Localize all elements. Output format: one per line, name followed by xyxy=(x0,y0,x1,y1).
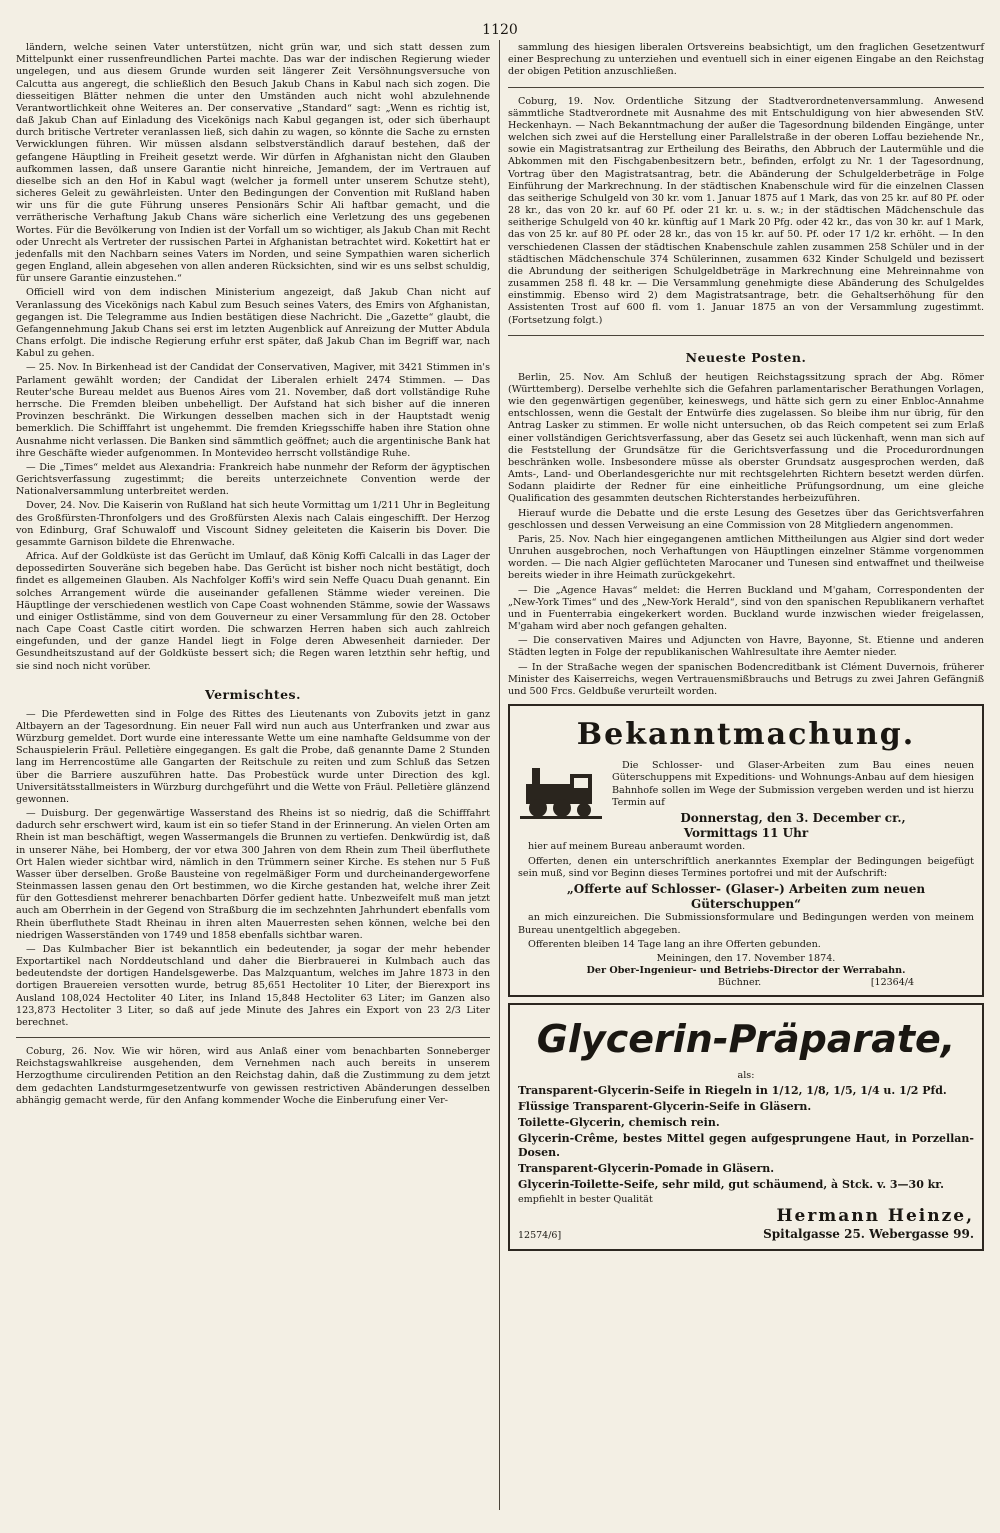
article-paragraph: — Das Kulmbacher Bier ist bekanntlich ein bedeutender, ja sogar der mehr hebender Exportartikel nach Norddeutschland und daher die Bierbrauerei in Kulmbach auch das bedeutendste der dortigen Handelsgewerbe. Das Malzquantum, welches im Jahre 1873 in den dortigen Brauereien versotten wurde, betrug 85,651 Hectoliter 10 Liter, der Bierexport ins Ausland 108,024 Hectoliter 40 Liter, ins Inland 15,848 Hectoliter 63 Liter; im Ganzen also 123,873 Hectoliter 3 Liter, so daß auf jede Minute des Jahres ein Export von 23 2/3 Liter berechnet. xyxy=(16,943,490,1028)
ad-text: an mich einzureichen. Die Submissionsformulare und Bedingungen werden von meinem Bureau unentgeltlich abgegeben. xyxy=(518,912,974,936)
article-paragraph: Dover, 24. Nov. Die Kaiserin von Rußland hat sich heute Vormittag um 1/211 Uhr in Begleitung des Großfürsten-Thronfolgers und des Großfürsten Alexis nach Calais eingeschifft. Der Herzog von Edinburg, Graf Schuwaloff und Viscount Sidney geleiteten die Kaiserin bis Dover. Die gesammte Garnison bildete die Ehrenwache. xyxy=(16,500,490,548)
locomotive-icon xyxy=(518,760,604,820)
ad-text: hier auf meinem Bureau anberaumt worden. xyxy=(528,841,746,853)
advertisement-bekanntmachung xyxy=(508,704,984,997)
ad-title: Bekanntmachung. xyxy=(576,717,916,753)
article-paragraph: Hierauf wurde die Debatte und die erste Lesung des Gesetzes über das Gerichtsverfahren geschlossen und dessen Verweisung an eine Commission von 28 Mitgliedern angenommen. xyxy=(508,507,984,531)
article-paragraph: — 25. Nov. In Birkenhead ist der Candidat der Conservativen, Magiver, mit 3421 Stimmen in's Parlament gewählt worden; der Candidat der Liberalen erhielt 2474 Stimmen. — Das Reuter'sche Bureau meldet aus Buenos Aires vom 21. November, daß dort vollständige Ruhe herrsche. Die Fremden bleiben unbehelligt. Der Aufstand hat sich bisher auf die inneren Provinzen beschränkt. Die Wirkungen desselben machen sich in der Hauptstadt wenig bemerklich. Die Schifffahrt ist ungehemmt. Die fremden Kriegsschiffe haben ihre Station ohne Ausnahme nicht verlassen. Die Banken sind sämmtlich geöffnet; auch die argentinische Bank hat ihre Geschäfte wieder aufgenommen. In Montevideo herrscht vollständige Ruhe. xyxy=(16,362,490,459)
ad-place-date: Meiningen, den 17. November 1874. xyxy=(656,952,836,964)
column-divider xyxy=(499,40,500,1510)
article-paragraph: — Die Pferdewetten sind in Folge des Rittes des Lieutenants von Zubovits jetzt in ganz Altbayern an der Tagesordnung. Ein neuer Fall wird nun auch aus Unterfranken und zwar aus Würzburg gemeldet. Dort wurde eine interessante Wette um eine namhafte Geldsumme von der Schauspielerin Fräul. Pelletière eingegangen. Es galt die Probe, daß genannte Dame 2 Stunden lang im Herrencostüme alle Gangarten der Reitschule zu reiten und zum Schluß das Setzen über die Barriere auszuführen hatte. Das Probestück wurde unter Direction des kgl. Universitätsstallmeisters in Würzburg durchgeführt und die Wette von Fräul. Pelletière glänzend gewonnen. xyxy=(16,708,490,805)
article-paragraph: Berlin, 25. Nov. Am Schluß der heutigen Reichstagssitzung sprach der Abg. Römer (Württemberg). Derselbe verhehlte sich die Gefahren parlamentarischer Berathungen Vorlagen, wie den gegenwärtigen gegenüber, keineswegs, und hätte sich gern zu einer Enbloc-Annahme entschlossen, wenn die Gestalt der Entwürfe dies zugelassen. So bleibe ihm nur übrig, für den Antrag Lasker zu stimmen. Er wolle nicht untersuchen, ob das Reich competent sei zum Erlaß einer vollständigen Gerichtsverfassung, aber das Gesetz sei auch lückenhaft, wenn man sich auf die Feststellung der Grundsätze für die Gerichtsverfassung und die Procedurordnungen beschränken wolle. Insbesondere müsse als oberster Grundsatz ausgesprochen werden, daß Amts-, Land- und Oberlandesgerichte nur mit rechtsgelehrten Richtern besetzt werden dürfen. Sodann plaidirte der Redner für eine einheitliche Prüfungsordnung, um eine gleiche Qualification des gesammten deutschen Richterstandes herbeizuführen. xyxy=(508,371,984,505)
article-paragraph: Coburg, 19. Nov. Ordentliche Sitzung der Stadtverordnetenversammlung. Anwesend sämmtliche Stadtverordnete mit Ausnahme des mit Entschuldigung von hier abwesenden StV. Heckenhayn. — Nach Bekanntmachung der außer die Tagesordnung bildenden Eingänge, unter welchen sich zwei auf die Herstellung einer Parallelstraße in der oberen Loffau beziehende Nr., sowie ein Magistratsantrag zur Ertheilung des Beiraths, den Abbruch der Lautermühle und die Abkommen mit den Fischgabenbesitzern betr., befinden, erfolgt zu Nr. 1 der Tagesordnung, Vortrag über den Magistratsantrag, betr. die Abänderung der Schulgelderbeträge in Folge Einführung der Markrechnung. In der städtischen Knabenschule wird für die einzelnen Classen das seitherige Schulgeld von 30 kr. vom 1. Januar 1875 auf 1 Mark, das von 25 kr. auf 80 Pf. oder 28 kr., das von 20 kr. auf 60 Pf. oder 21 kr. u. s. w.; in der städtischen Mädchenschule das seitherige Schulgeld von 40 kr. künftig auf 1 Mark 20 Pfg. oder 42 kr., das von 30 kr. auf 1 Mark, das von 25 kr. auf 80 Pf. oder 28 kr., das von 15 kr. auf 50. Pf. oder 17 1/2 kr. erhöht. — In den verschiedenen Classen der städtischen Knabenschule zahlen zusammen 258 Schüler und in der städtischen Mädchenschule 374 Schülerinnen, zusammen 632 Kinder Schulgeld und bezissert die Abrundung der seitherigen Schulgeldbeträge in Markrechnung eine Mehreinnahme von zusammen 258 fl. 48 kr. — Die Versammlung genehmigte diese Abänderung des Schulgeldes einstimmig. Ebenso wird 2) dem Magistratsantrage, betr. die Gehaltserhöhung für den Assistenten Trost auf 600 fl. vom 1. Januar 1875 an von der Versammlung zugestimmt. (Fortsetzung folgt.) xyxy=(508,95,984,326)
separator-rule xyxy=(508,87,984,88)
ad-product: Glycerin-Crême, bestes Mittel gegen aufgesprungene Haut, in Porzellan-Dosen. xyxy=(518,1131,974,1159)
page-number: 1120 xyxy=(482,22,518,38)
article-paragraph: ländern, welche seinen Vater unterstützen, nicht grün war, und sich statt dessen zum Mittelpunkt einer russenfreundlichen Partei machte. Das war der indischen Regierung wieder ungelegen, und aus diesem Grunde wurden seit längerer Zeit Versöhnungsversuche von Calcutta aus angeregt, die schließlich den Besuch Jakub Chans in Kabul nach sich zogen. Die diesseitigen Blätter nehmen die unter den Umständen auch nicht wohl abzulehnende Verantwortlichkeit ohne Weiteres an. Der conservative „Standard“ sagt: „Wenn es richtig ist, daß Jakub Chan auf Einladung des Vicekönigs nach Kabul gegangen ist, oder sich überhaupt durch britische Vertreter veranlassen ließ, sich dahin zu wagen, so könnte die Sache zu ernsten Verwicklungen führen. Wir müssen alsdann selbstverständlich darauf bestehen, daß der gefangene Häuptling in Freiheit gesetzt werde. Wir dürfen in Afghanistan nicht den Glauben aufkommen lassen, daß unsere Garantie nicht hinreiche, Jemandem, der im Vertrauen auf dieselbe sich an den Hof in Kabul wagt (welcher ja formell unter unserem Schutze steht), sicheres Geleit zu gewährleisten. Unter den Bedingungen der Convention mit Rußland haben wir uns für die gute Führung unseres Pensionärs Schir Ali haftbar gemacht, und die verrätherische Verhaftung Jakub Chans wäre sicherlich eine Verletzung des uns gegebenen Wortes. Für die Bevölkerung von Indien ist der Vorfall um so wichtiger, als Jakub Chan mit Recht oder Unrecht als Vertreter der russischen Partei in Afghanistan betrachtet wird. Kokettirt hat er jedenfalls mit den Nachbarn seines Vaters im Norden, und seine Sympathien waren sicherlich gegen England, allein abgesehen von allen anderen Rücksichten, sind wir es uns selbst schuldig, für unsere Garantie einzustehen.“ xyxy=(16,42,490,285)
ad-product: Toilette-Glycerin, chemisch rein. xyxy=(518,1115,720,1129)
article-paragraph: Officiell wird von dem indischen Ministerium angezeigt, daß Jakub Chan nicht auf Veranlassung des Vicekönigs nach Kabul zum Besuch seines Vaters, des Emirs von Afghanistan, gegangen ist. Die Telegramme aus Indien bestätigen diese Nachricht. Die „Gazette“ glaubt, die Gefangennehmung Jakub Chans sei erst im letzten Augenblick auf Anreizung der Mutter Abdula Chans erfolgt. Die indische Regierung erfuhr erst später, daß Jakub Chan im Begriff war, nach Kabul zu gehen. xyxy=(16,287,490,360)
article-paragraph: — Die conservativen Maires und Adjuncten von Havre, Bayonne, St. Etienne und anderen Städten legten in Folge der republikanischen Wahlresultate ihre Aemter nieder. xyxy=(508,635,984,659)
ad-als: als: xyxy=(737,1069,755,1081)
article-paragraph: — Duisburg. Der gegenwärtige Wasserstand des Rheins ist so niedrig, daß die Schifffahrt dadurch sehr erschwert wird, kaum ist ein so tiefer Stand in der Erinnerung. An vielen Orten am Rhein ist man beschäftigt, wegen Wassermangels die Brunnen zu vertiefen. Denkwürdig ist, daß in unserer Nähe, bei Homberg, der vor etwa 300 Jahren von dem Rhein zum Theil überfluthete Ort Halen wieder sichtbar wird, nämlich in den Trümmern seiner Kirche. Es stehen nur 5 Fuß Wasser über derselben. Große Bausteine von regelmäßiger Form und durcheinandergeworfene Steinmassen lassen genau den Ort bestimmen, wo die Kirche gestanden hat, welche ihrer Zeit für den Gottesdienst mehrerer benachbarten Dörfer gedient hatte. Unbezweifelt muß man jetzt auch am Oberrhein in der Gegend von Straßburg die im sechzehnten Jahrhundert ebenfalls vom Rhein überfluthete Stadt Rheinau in ihren alten Mauerresten sehen können, welche bei den niedrigen Wasserständen von 1749 und 1858 ebenfalls sichtbar waren. xyxy=(16,808,490,941)
separator-rule xyxy=(508,335,984,336)
article-paragraph: sammlung des hiesigen liberalen Ortsvereins beabsichtigt, um den fraglichen Gesetzentwurf einer Besprechung zu unterziehen und eventuell sich in einer eigenen Eingabe an den Reichstag der obigen Petition anzuschließen. xyxy=(508,42,984,78)
ad-recommend: empfiehlt in bester Qualität xyxy=(518,1193,653,1205)
section-heading-vermischtes: Vermischtes. xyxy=(205,686,301,702)
ad-product: Flüssige Transparent-Glycerin-Seife in Gläsern. xyxy=(518,1099,812,1113)
ad-text: Offerten, denen ein unterschriftlich anerkanntes Exemplar der Bedingungen beigefügt sein muß, sind vor Beginn dieses Termines portofrei und mit der Aufschrift: xyxy=(518,855,974,879)
ad-date: Donnerstag, den 3. December cr., xyxy=(680,810,906,825)
ad-signer-name: Büchner. xyxy=(718,977,762,989)
ad-signature: Der Ober-Ingenieur- und Betriebs-Director der Werrabahn. xyxy=(586,965,906,977)
article-paragraph: — Die „Agence Havas“ meldet: die Herren Buckland und M'gaham, Correspondenten der „New-York Times“ und des „New-York Herald“, sind von den spanischen Republikanern verhaftet und in Fuenterrabia eingekerkert worden. Buckland wurde inzwischen wieder freigelassen, M'gaham wird aber noch gefangen gehalten. xyxy=(508,584,984,633)
article-paragraph: Africa. Auf der Goldküste ist das Gerücht im Umlauf, daß König Koffi Calcalli in das Lager der depossedirten Souveräne sich begeben habe. Das Gerücht ist bisher noch nicht bestätigt, doch findet es allgemeinen Glauben. Als Nachfolger Koffi's wird sein Neffe Quacu Duah genannt. Ein solches Arrangement würde die auseinander gefallenen Stämme wieder vereinen. Die Häuptlinge der verschiedenen westlich von Cape Coast wohnenden Stämme, sowie der Wassaws und einiger Ostlistämme, sind von dem Gouverneur zu einer Versammlung für den 28. October nach Cape Coast Castle citirt worden. Die schwarzen Herren haben sich auch zahlreich eingefunden, und der ganze Handel liegt in Folge deren Abwesenheit darnieder. Der Gesundheitszustand auf der Goldküste bessert sich; die Regen waren letzthin sehr heftig, und sie sind noch nicht vorüber. xyxy=(16,551,490,672)
separator-rule xyxy=(16,1037,490,1038)
ad-offer-label: „Offerte auf Schlosser- (Glaser-) Arbeiten zum neuen Güterschuppen“ xyxy=(566,881,926,912)
ad-product: Glycerin-Toilette-Seife, sehr mild, gut schäumend, à Stck. v. 3—30 kr. xyxy=(518,1177,944,1191)
ad-time: Vormittags 11 Uhr xyxy=(683,826,809,841)
article-paragraph: — In der Straßache wegen der spanischen Bodencreditbank ist Clément Duvernois, früherer Minister des Kaiserreichs, wegen Vertrauensmißbrauchs und Betrugs zu zwei Jahren Gefängniß und 500 Frcs. Geldbuße verurteilt worden. xyxy=(508,661,984,697)
article-paragraph: Paris, 25. Nov. Nach hier eingegangenen amtlichen Mittheilungen aus Algier sind dort weder Unruhen ausgebrochen, noch Verhaftungen von Häuptlingen einzelner Stämme vorgenommen worden. — Die nach Algier geflüchteten Marocaner und Tunesen sind entwaffnet und theilweise bereits wieder in ihre Heimath zurückgekehrt. xyxy=(508,533,984,582)
article-paragraph: Coburg, 26. Nov. Wie wir hören, wird aus Anlaß einer vom benachbarten Sonneberger Reichstagswahlkreise ausgehenden, dem Vernehmen nach auch bereits in unserem Herzogthume circulirenden Petition an den Reichstag dahin, daß die Zustimmung zu dem jetzt dem gedachten Landsturmgesetzentwurfe von gewissen restrictiven Abänderungen desselben abhängig gemacht werde, für den Anfang kommender Woche die Einberufung einer Ver- xyxy=(16,1046,490,1106)
ad-address: Spitalgasse 25. Webergasse 99. xyxy=(763,1227,974,1242)
section-heading-neueste-posten: Neueste Posten. xyxy=(685,349,807,365)
advertisement-glycerin xyxy=(508,1003,984,1250)
ad-reference: [12364/4 xyxy=(870,977,914,989)
ad-product: Transparent-Glycerin-Seife in Riegeln in 1/12, 1/8, 1/5, 1/4 u. 1/2 Pfd. xyxy=(518,1083,947,1097)
right-column xyxy=(508,42,984,1251)
ad-text: Die Schlosser- und Glaser-Arbeiten zum Bau eines neuen Güterschuppens mit Expeditions- und Wohnungs-Anbau auf dem hiesigen Bahnhofe sollen im Wege der Submission vergeben werden und ist hierzu Termin auf xyxy=(612,760,974,808)
ad-firm-name: Hermann Heinze, xyxy=(776,1205,974,1226)
left-column xyxy=(16,42,490,1109)
ad-reference: 12574/6] xyxy=(518,1230,562,1242)
ad-text: Offerenten bleiben 14 Tage lang an ihre Offerten gebunden. xyxy=(528,938,821,950)
ad-product: Transparent-Glycerin-Pomade in Gläsern. xyxy=(518,1161,775,1175)
ad-title: Glycerin-Präparate, xyxy=(536,1017,956,1062)
article-paragraph: — Die „Times“ meldet aus Alexandria: Frankreich habe nunmehr der Reform der ägyptischen Gerichtsverfassung zugestimmt; die bereits unterzeichnete Convention werde der Nationalversammlung unterbreitet werden. xyxy=(16,461,490,498)
